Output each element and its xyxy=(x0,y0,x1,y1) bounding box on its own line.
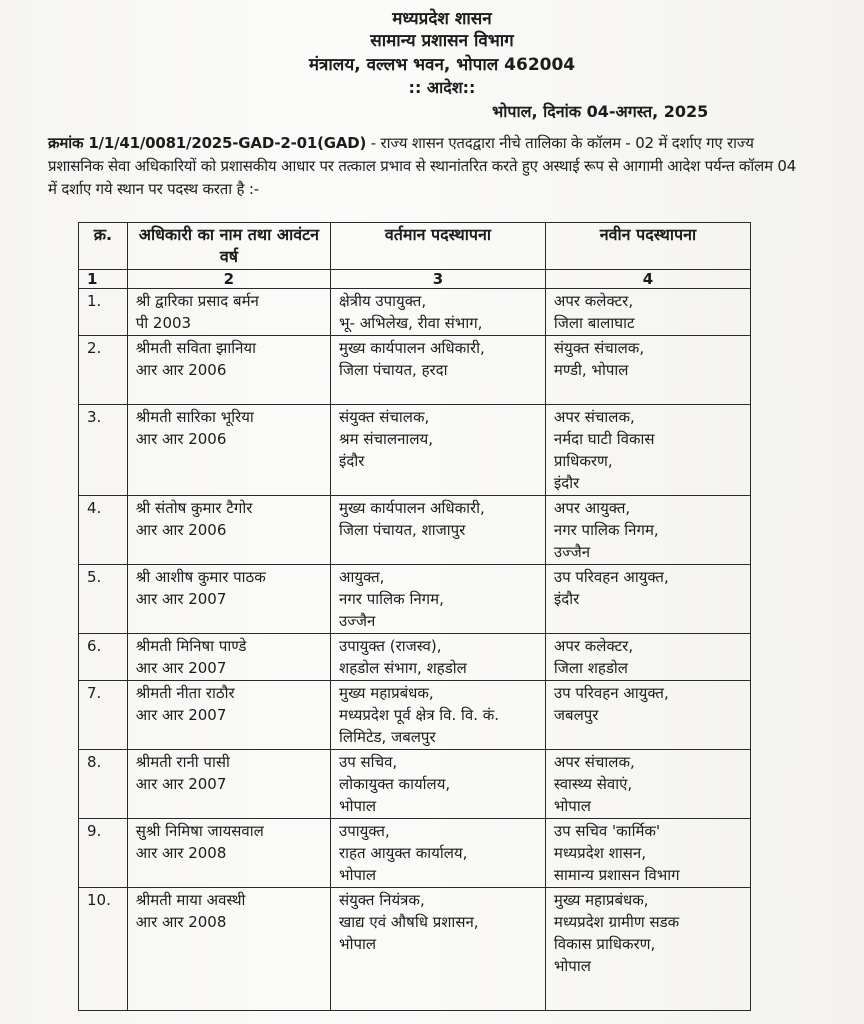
new-posting xyxy=(545,336,750,405)
header-new-posting: नवीन पदस्थापना xyxy=(545,223,750,270)
new-posting-line: उप सचिव 'कार्मिक' xyxy=(553,822,661,840)
new-posting xyxy=(545,681,750,750)
current-posting-line: मुख्य कार्यपालन अधिकारी, xyxy=(339,499,485,517)
current-posting-line: संयुक्त नियंत्रक, xyxy=(339,891,425,909)
new-posting xyxy=(545,565,750,634)
current-posting-line: भोपाल xyxy=(339,866,377,884)
table-row xyxy=(79,819,751,888)
current-posting xyxy=(331,405,546,496)
new-posting-line: नगर पालिक निगम, xyxy=(553,521,659,539)
officer-name xyxy=(127,819,330,888)
new-posting-line: इंदौर xyxy=(553,590,580,608)
current-posting-line: खाद्य एवं औषधि प्रशासन, xyxy=(339,913,479,931)
current-posting-line: उप सचिव, xyxy=(339,753,398,771)
officer-name-line: श्रीमती नीता राठौर xyxy=(135,684,235,702)
current-posting-line: मध्यप्रदेश पूर्व क्षेत्र वि. वि. कं. xyxy=(339,706,500,724)
table-row xyxy=(79,496,751,565)
current-posting-line: उपायुक्त (राजस्व), xyxy=(339,637,442,655)
table-row xyxy=(79,634,751,681)
officer-name-line: श्रीमती सविता झानिया xyxy=(135,339,257,357)
table-row xyxy=(79,565,751,634)
current-posting-line: श्रम संचालनालय, xyxy=(339,430,433,448)
new-posting-line: उप परिवहन आयुक्त, xyxy=(553,684,669,702)
new-posting-line: नर्मदा घाटी विकास xyxy=(553,430,655,448)
new-posting xyxy=(545,888,750,1011)
current-posting-line: शहडोल संभाग, शहडोल xyxy=(339,659,467,677)
officer-name-line: आर आर 2007 xyxy=(135,590,227,608)
table-row xyxy=(79,888,751,1011)
new-posting-line: मुख्य महाप्रबंधक, xyxy=(553,891,649,909)
new-posting xyxy=(545,405,750,496)
header-serial: क्र. xyxy=(79,223,128,270)
officer-name-line: आर आर 2007 xyxy=(135,706,227,724)
current-posting-line: उज्जैन xyxy=(339,612,376,630)
officer-name xyxy=(127,496,330,565)
current-posting xyxy=(331,888,546,1011)
new-posting-line: अपर संचालक, xyxy=(553,753,635,771)
new-posting-line: मण्डी, भोपाल xyxy=(553,361,629,379)
serial-number: 7. xyxy=(79,681,128,750)
office-address: मंत्रालय, वल्लभ भवन, भोपाल 462004 xyxy=(308,55,576,75)
officer-name-line: आर आर 2007 xyxy=(135,659,227,677)
table-header-row xyxy=(79,223,751,270)
current-posting xyxy=(331,336,546,405)
officer-name xyxy=(127,634,330,681)
new-posting-line: जबलपुर xyxy=(553,706,599,724)
serial-number: 5. xyxy=(79,565,128,634)
officer-name-line: श्रीमती सारिका भूरिया xyxy=(135,408,254,426)
serial-number: 1. xyxy=(79,289,128,336)
current-posting-line: मुख्य महाप्रबंधक, xyxy=(339,684,434,702)
current-posting-line: आयुक्त, xyxy=(339,568,385,586)
current-posting-line: भोपाल xyxy=(339,935,377,953)
order-title: :: आदेश:: xyxy=(408,78,476,97)
new-posting-line: जिला शहडोल xyxy=(553,659,628,677)
table-row xyxy=(79,750,751,819)
officer-name-line: आर आर 2006 xyxy=(135,430,227,448)
new-posting-line: स्वास्थ्य सेवाएं, xyxy=(553,775,633,793)
column-number: 3 xyxy=(331,270,546,289)
current-posting-line: लोकायुक्त कार्यालय, xyxy=(339,775,451,793)
current-posting xyxy=(331,681,546,750)
current-posting-line: क्षेत्रीय उपायुक्त, xyxy=(339,292,427,310)
current-posting-line: भू- अभिलेख, रीवा संभाग, xyxy=(339,314,483,332)
officer-name-line: आर आर 2007 xyxy=(135,775,227,793)
current-posting-line: संयुक्त संचालक, xyxy=(339,408,430,426)
new-posting-line: अपर संचालक, xyxy=(553,408,635,426)
officer-name-line: सुश्री निमिषा जायसवाल xyxy=(135,822,264,840)
current-posting-line: राहत आयुक्त कार्यालय, xyxy=(339,844,468,862)
table-row xyxy=(79,681,751,750)
current-posting-line: नगर पालिक निगम, xyxy=(339,590,444,608)
new-posting-line: प्राधिकरण, xyxy=(553,452,613,470)
order-body-text: - राज्य शासन एतदद्वारा नीचे तालिका के कॉलम - 02 में दर्शाए गए राज्य प्रशासनिक सेवा अधिकारियों को प्रशासकीय आधार पर तत्काल प्रभाव से स्थानांतरित करते हुए अस्थाई रूप से आगामी आदेश पर्यन्त कॉलम 04 में दर्शाए गये स्थान पर पदस्थ करता है :- xyxy=(48,134,797,198)
officer-name-line: आर आर 2008 xyxy=(135,913,227,931)
column-number: 1 xyxy=(79,270,128,289)
header-officer-name: अधिकारी का नाम तथा आवंटन वर्ष xyxy=(127,223,330,270)
current-posting xyxy=(331,750,546,819)
serial-number: 10. xyxy=(79,888,128,1011)
officer-name xyxy=(127,681,330,750)
officer-name-line: पी 2003 xyxy=(135,314,192,332)
column-number: 2 xyxy=(127,270,330,289)
place-and-date: भोपाल, दिनांक 04-अगस्त, 2025 xyxy=(492,102,709,121)
officer-name-line: श्रीमती मिनिषा पाण्डे xyxy=(135,637,247,655)
new-posting xyxy=(545,819,750,888)
column-number: 4 xyxy=(545,270,750,289)
officer-name-line: आर आर 2008 xyxy=(135,844,227,862)
current-posting-line: मुख्य कार्यपालन अधिकारी, xyxy=(339,339,485,357)
header-current-posting: वर्तमान पदस्थापना xyxy=(331,223,546,270)
serial-number: 6. xyxy=(79,634,128,681)
new-posting-line: भोपाल xyxy=(553,957,591,975)
new-posting-line: विकास प्राधिकरण, xyxy=(553,935,656,953)
current-posting xyxy=(331,496,546,565)
serial-number: 8. xyxy=(79,750,128,819)
officer-name-line: श्री आशीष कुमार पाठक xyxy=(135,568,266,586)
current-posting-line: जिला पंचायत, हरदा xyxy=(339,361,448,379)
officer-name-line: श्रीमती रानी पासी xyxy=(135,753,230,771)
table-row xyxy=(79,289,751,336)
officer-name xyxy=(127,289,330,336)
new-posting-line: जिला बालाघाट xyxy=(553,314,635,332)
new-posting-line: अपर कलेक्टर, xyxy=(553,637,634,655)
new-posting-line: सामान्य प्रशासन विभाग xyxy=(553,866,680,884)
officer-name-line: श्रीमती माया अवस्थी xyxy=(135,891,246,909)
table-row xyxy=(79,405,751,496)
new-posting xyxy=(545,634,750,681)
serial-number: 9. xyxy=(79,819,128,888)
new-posting-line: भोपाल xyxy=(553,797,591,815)
officer-name xyxy=(127,336,330,405)
current-posting xyxy=(331,565,546,634)
current-posting-line: भोपाल xyxy=(339,797,377,815)
order-reference-number: क्रमांक 1/1/41/0081/2025-GAD-2-01(GAD) xyxy=(48,134,367,152)
serial-number: 4. xyxy=(79,496,128,565)
new-posting-line: इंदौर xyxy=(553,474,580,492)
current-posting-line: उपायुक्त, xyxy=(339,822,390,840)
officer-name-line: श्री संतोष कुमार टैगोर xyxy=(135,499,253,517)
officer-name-line: श्री द्वारिका प्रसाद बर्मन xyxy=(135,292,259,310)
new-posting-line: संयुक्त संचालक, xyxy=(553,339,645,357)
new-posting xyxy=(545,750,750,819)
new-posting-line: अपर कलेक्टर, xyxy=(553,292,634,310)
current-posting-line: लिमिटेड, जबलपुर xyxy=(339,728,436,746)
government-name: मध्यप्रदेश शासन xyxy=(392,9,492,29)
table-row xyxy=(79,336,751,405)
new-posting xyxy=(545,496,750,565)
current-posting-line: इंदौर xyxy=(339,452,365,470)
officer-name xyxy=(127,405,330,496)
serial-number: 3. xyxy=(79,405,128,496)
current-posting xyxy=(331,289,546,336)
current-posting xyxy=(331,819,546,888)
new-posting-line: उज्जैन xyxy=(553,543,591,561)
new-posting-line: मध्यप्रदेश ग्रामीण सडक xyxy=(553,913,680,931)
officer-name xyxy=(127,888,330,1011)
column-number-row xyxy=(79,270,751,289)
current-posting xyxy=(331,634,546,681)
department-name: सामान्य प्रशासन विभाग xyxy=(370,31,514,51)
officer-name xyxy=(127,565,330,634)
order-paragraph xyxy=(48,132,808,201)
transfer-table xyxy=(78,222,751,1011)
current-posting-line: जिला पंचायत, शाजापुर xyxy=(339,521,466,539)
officer-name-line: आर आर 2006 xyxy=(135,361,227,379)
serial-number: 2. xyxy=(79,336,128,405)
new-posting-line: अपर आयुक्त, xyxy=(553,499,631,517)
new-posting-line: उप परिवहन आयुक्त, xyxy=(553,568,669,586)
officer-name-line: आर आर 2006 xyxy=(135,521,227,539)
new-posting xyxy=(545,289,750,336)
new-posting-line: मध्यप्रदेश शासन, xyxy=(553,844,646,862)
officer-name xyxy=(127,750,330,819)
